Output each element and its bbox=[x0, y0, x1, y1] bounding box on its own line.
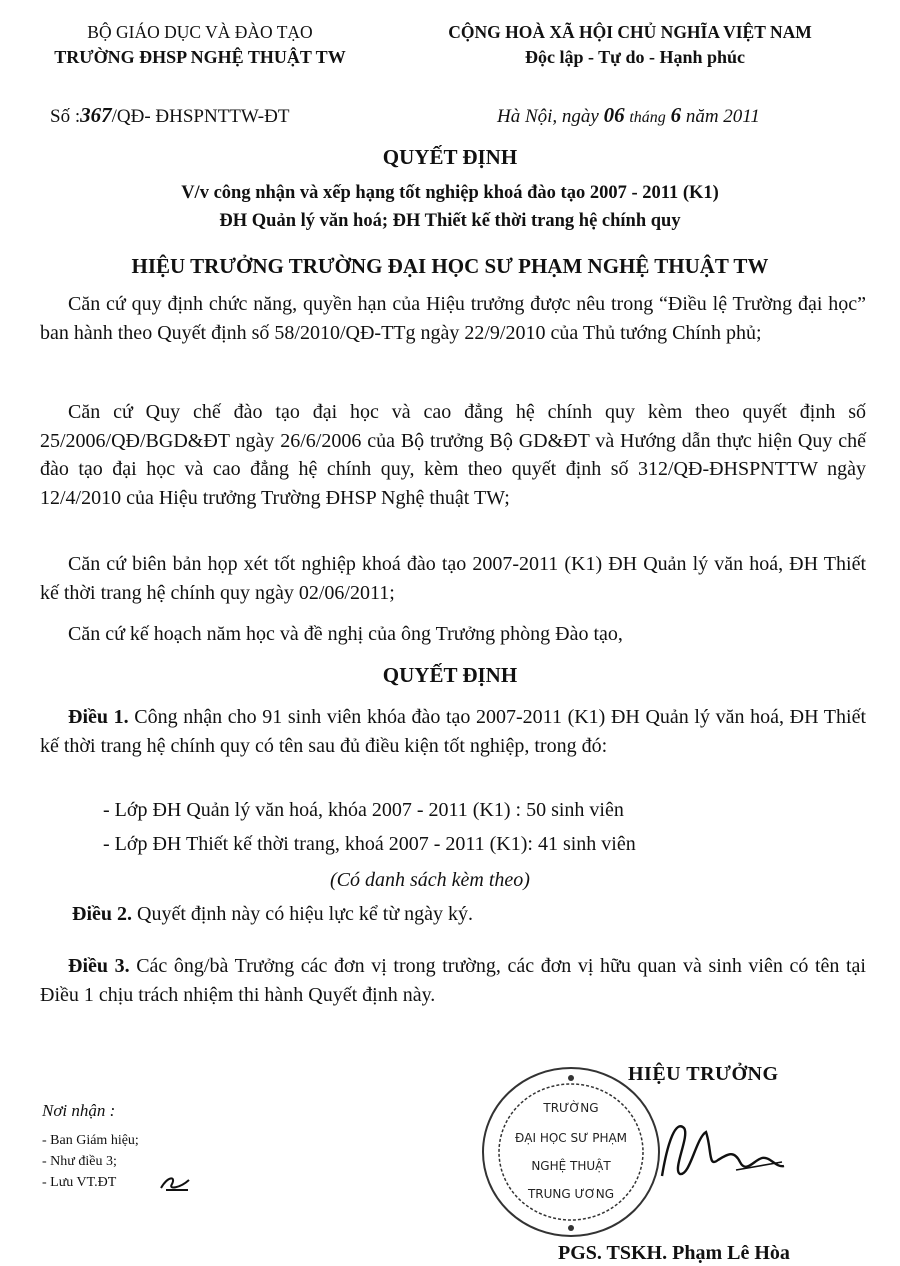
class-line-1: - Lớp ĐH Quản lý văn hoá, khóa 2007 - 2011 (K1) : 50 sinh viên bbox=[103, 799, 624, 821]
attached-list-note: (Có danh sách kèm theo) bbox=[330, 869, 530, 891]
article-3 bbox=[40, 952, 866, 1009]
article-2 bbox=[72, 903, 473, 926]
country-name: CỘNG HOÀ XÃ HỘI CHỦ NGHĨA VIỆT NAM bbox=[448, 22, 812, 42]
signer-name: PGS. TSKH. Phạm Lê Hòa bbox=[558, 1242, 790, 1264]
recipients-heading: Nơi nhận : bbox=[42, 1101, 116, 1120]
number-prefix: Số : bbox=[50, 106, 81, 127]
preamble-paragraph: Căn cứ quy định chức năng, quyền hạn của Hiệu trưởng được nêu trong “Điều lệ Trường đại học” ban hành theo Quyết định số 58/2010/QĐ-TTg ngày 22/9/2010 của Thủ tướng Chính phủ; bbox=[40, 293, 866, 344]
seal-line-4: TRUNG ƯƠNG bbox=[527, 1187, 615, 1201]
decision-heading: QUYẾT ĐỊNH bbox=[382, 663, 518, 687]
article-1-text: Công nhận cho 91 sinh viên khóa đào tạo 2007-2011 (K1) ĐH Quản lý văn hoá, ĐH Thiết kế thời trang hệ chính quy có tên sau đủ điều kiện tốt nghiệp, trong đó: bbox=[40, 706, 867, 757]
article-3-label: Điều 3. bbox=[68, 955, 130, 977]
handwritten-number: 367 bbox=[80, 103, 112, 127]
preamble-paragraph: Căn cứ biên bản họp xét tốt nghiệp khoá đào tạo 2007-2011 (K1) ĐH Quản lý văn hoá, ĐH Thiết kế thời trang hệ chính quy ngày 02/06/2011; bbox=[40, 553, 866, 604]
recipient-item: - Lưu VT.ĐT bbox=[42, 1175, 117, 1190]
handwritten-signature bbox=[650, 1110, 790, 1190]
subject-line-1: V/v công nhận và xếp hạng tốt nghiệp khoá đào tạo 2007 - 2011 (K1) bbox=[181, 183, 719, 203]
document-title: QUYẾT ĐỊNH bbox=[382, 145, 518, 169]
recipient-item: - Ban Giám hiệu; bbox=[42, 1133, 139, 1148]
authority-heading: HIỆU TRƯỞNG TRƯỜNG ĐẠI HỌC SƯ PHẠM NGHỆ THUẬT TW bbox=[131, 254, 769, 278]
article-2-text: Quyết định này có hiệu lực kể từ ngày ký. bbox=[137, 903, 474, 925]
national-motto: Độc lập - Tự do - Hạnh phúc bbox=[524, 47, 746, 67]
seal-line-2: ĐẠI HỌC SƯ PHẠM bbox=[514, 1131, 628, 1145]
signer-title: HIỆU TRƯỞNG bbox=[628, 1063, 779, 1085]
seal-line-3: NGHỆ THUẬT bbox=[531, 1159, 611, 1173]
initials-mark bbox=[158, 1172, 192, 1194]
date-month: 6 bbox=[670, 103, 682, 127]
date-year: năm 2011 bbox=[685, 106, 760, 127]
ministry-name: BỘ GIÁO DỤC VÀ ĐÀO TẠO bbox=[87, 22, 313, 42]
document-number bbox=[50, 103, 289, 128]
article-3-text: Các ông/bà Trưởng các đơn vị trong trường, các đơn vị hữu quan và sinh viên có tên tại Điều 1 chịu trách nhiệm thi hành Quyết định này. bbox=[40, 955, 866, 1006]
preamble-paragraph: Căn cứ kế hoạch năm học và đề nghị của ông Trưởng phòng Đào tạo, bbox=[68, 623, 623, 645]
school-name: TRƯỜNG ĐHSP NGHỆ THUẬT TW bbox=[54, 47, 346, 67]
document-date bbox=[497, 103, 760, 128]
preamble-paragraph: Căn cứ Quy chế đào tạo đại học và cao đẳng hệ chính quy kèm theo quyết định số 25/2006/QĐ/BGD&ĐT ngày 26/6/2006 của Bộ trưởng Bộ GD&ĐT và Hướng dẫn thực hiện Quy chế đào tạo đại học và cao đẳng hệ chính quy, kèm theo quyết định số 312/QĐ-ĐHSPNTTW ngày 12/4/2010 của Hiệu trưởng Trường ĐHSP Nghệ thuật TW; bbox=[40, 401, 866, 509]
official-seal bbox=[478, 1062, 664, 1242]
date-month-label: tháng bbox=[629, 109, 666, 126]
subject-line-2: ĐH Quản lý văn hoá; ĐH Thiết kế thời trang hệ chính quy bbox=[219, 211, 681, 231]
class-line-2: - Lớp ĐH Thiết kế thời trang, khoá 2007 - 2011 (K1): 41 sinh viên bbox=[103, 833, 636, 855]
article-1 bbox=[40, 703, 866, 760]
date-place: Hà Nội, ngày bbox=[497, 106, 599, 127]
date-day: 06 bbox=[603, 103, 625, 127]
article-1-label: Điều 1. bbox=[68, 706, 129, 728]
recipient-item: - Như điều 3; bbox=[42, 1154, 117, 1169]
number-suffix: /QĐ- ĐHSPNTTW-ĐT bbox=[111, 106, 290, 127]
article-2-label: Điều 2. bbox=[72, 903, 132, 925]
seal-line-1: TRƯỜNG bbox=[543, 1101, 599, 1115]
